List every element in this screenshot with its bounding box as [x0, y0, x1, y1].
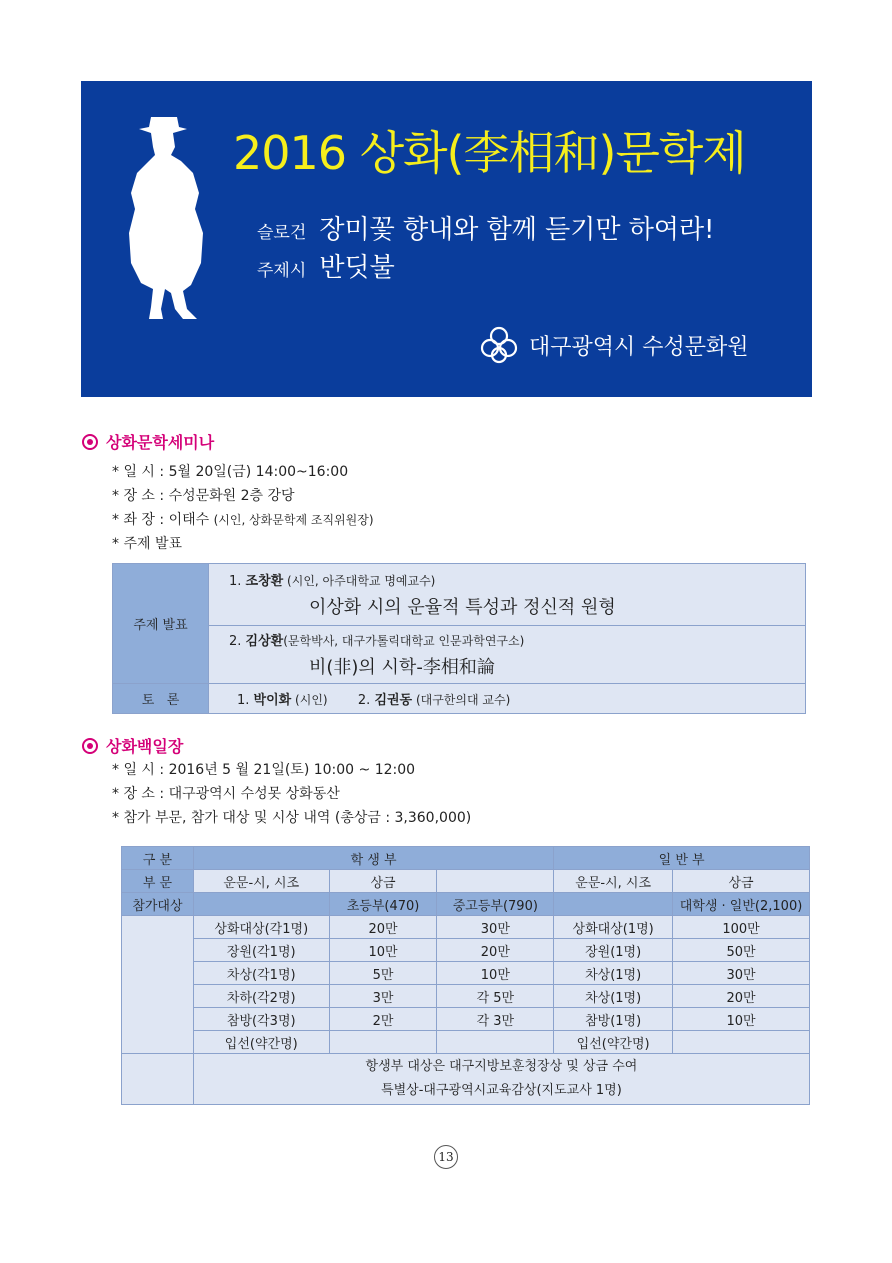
- p1-num: 1.: [229, 574, 246, 589]
- p2-affiliation: (문학박사, 대구가톨릭대학교 인문과학연구소): [283, 634, 525, 648]
- header-student: 학 생 부: [193, 847, 553, 870]
- target-general: 대학생 · 일반(2,100): [673, 893, 810, 916]
- table-row: [122, 893, 810, 916]
- award-cell: 차상(1명): [554, 962, 673, 985]
- seminar-chair-note: (시인, 상화문학제 조직위원장): [213, 513, 374, 527]
- award-cell: 상화대상(1명): [554, 916, 673, 939]
- seminar-table: [112, 563, 806, 714]
- award-cell: 장원(각1명): [193, 939, 329, 962]
- note-label-empty: [122, 1054, 194, 1105]
- award-cell: 10만: [673, 1008, 810, 1031]
- discussion-panel: [209, 684, 806, 714]
- award-cell: 50만: [673, 939, 810, 962]
- award-cell: [329, 1031, 437, 1054]
- organization: [479, 325, 749, 365]
- table-row: [122, 916, 810, 939]
- presentation-1: [209, 564, 806, 626]
- award-cell: 차상(각1명): [193, 962, 329, 985]
- target-empty: [554, 893, 673, 916]
- award-cell: 20만: [329, 916, 437, 939]
- general-prize-header: 상금: [673, 870, 810, 893]
- p1-title: 이상화 시의 운율적 특성과 정신적 원형: [309, 597, 616, 618]
- contest-categories: * 참가 부문, 참가 대상 및 시상 내역 (총상금 : 3,360,000): [112, 810, 472, 826]
- award-cell: [437, 1031, 554, 1054]
- d1-name: 박이화: [253, 693, 292, 708]
- header-general: 일 반 부: [554, 847, 810, 870]
- table-row: [122, 985, 810, 1008]
- page-number: 13: [434, 1145, 458, 1169]
- award-cell: 100만: [673, 916, 810, 939]
- award-cell: 입선(약간명): [554, 1031, 673, 1054]
- p2-title: 비(非)의 시학-李相和論: [309, 657, 495, 678]
- table-row: [122, 939, 810, 962]
- award-cell: 10만: [437, 962, 554, 985]
- d1-affiliation: (시인): [291, 693, 328, 707]
- organization-name: 대구광역시 수성문화원: [529, 334, 749, 360]
- award-cell: 20만: [437, 939, 554, 962]
- seminar-chair: [112, 509, 374, 529]
- target-empty: [193, 893, 329, 916]
- award-cell: 입선(약간명): [193, 1031, 329, 1054]
- d2-affiliation: (대구한의대 교수): [412, 693, 511, 707]
- award-cell: 20만: [673, 985, 810, 1008]
- header-gubun: 구 분: [122, 847, 194, 870]
- award-cell: 참방(각3명): [193, 1008, 329, 1031]
- table-row: [122, 962, 810, 985]
- award-cell: 2만: [329, 1008, 437, 1031]
- table-row: [122, 1008, 810, 1031]
- poet-silhouette-icon: [121, 113, 211, 323]
- seminar-heading-text: 상화문학세미나: [106, 433, 215, 452]
- table-row: [122, 1031, 810, 1054]
- award-cell: 30만: [673, 962, 810, 985]
- seminar-place: [112, 485, 295, 505]
- baekiljang-heading-text: 상화백일장: [106, 737, 184, 756]
- d2-name: 김권동: [374, 693, 413, 708]
- award-cell: 10만: [329, 939, 437, 962]
- slogan-label: 슬로건: [257, 223, 307, 243]
- contest-date: * 일 시 : 2016년 5 월 21일(토) 10:00 ~ 12:00: [112, 762, 416, 778]
- award-cell: 5만: [329, 962, 437, 985]
- table-row: [113, 564, 806, 626]
- seminar-place-text: * 장 소 : 수성문화원 2층 강당: [112, 488, 295, 504]
- p1-name: 조창환: [245, 574, 284, 589]
- award-cell: 참방(1명): [554, 1008, 673, 1031]
- slogan-text: 장미꽃 향내와 함께 듣기만 하여라!: [319, 215, 715, 245]
- row-label-empty: [122, 916, 194, 1054]
- student-prize-header: 상금: [329, 870, 437, 893]
- target-elementary: 초등부(470): [329, 893, 437, 916]
- contest-place: * 장 소 : 대구광역시 수성못 상화동산: [112, 786, 340, 802]
- seminar-date: [112, 461, 348, 481]
- target-middle-high: 중고등부(790): [437, 893, 554, 916]
- p2-num: 2.: [229, 634, 246, 649]
- theme-row: [257, 247, 395, 284]
- presentation-label: 주제 발표: [113, 564, 209, 684]
- seminar-topic-text: * 주제 발표: [112, 536, 182, 552]
- table-row: [113, 684, 806, 714]
- festival-banner: [81, 81, 812, 397]
- note-line-1: 항생부 대상은 대구지방보훈청장상 및 상금 수여: [365, 1059, 638, 1074]
- award-cell: 각 3만: [437, 1008, 554, 1031]
- table-note: [193, 1054, 809, 1105]
- contest-table: [121, 846, 810, 1105]
- header-target: 참가대상: [122, 893, 194, 916]
- student-field: 운문-시, 시조: [193, 870, 329, 893]
- cultural-center-logo-icon: [479, 325, 519, 365]
- discussion-label: 토 론: [113, 684, 209, 714]
- slogan-row: [257, 209, 714, 246]
- theme-text: 반딧불: [319, 253, 395, 283]
- award-cell: 차하(각2명): [193, 985, 329, 1008]
- baekiljang-heading: [82, 734, 183, 757]
- festival-title: 2016 상화(李相和)문학제: [233, 126, 746, 180]
- award-cell: [673, 1031, 810, 1054]
- general-field: 운문-시, 시조: [554, 870, 673, 893]
- header-bumun: 부 문: [122, 870, 194, 893]
- table-row: [122, 847, 810, 870]
- table-row: [122, 870, 810, 893]
- award-cell: 차상(1명): [554, 985, 673, 1008]
- table-row: [122, 1054, 810, 1105]
- seminar-heading: [82, 430, 214, 453]
- award-cell: 상화대상(각1명): [193, 916, 329, 939]
- seminar-topic: [112, 533, 182, 553]
- table-row: [113, 626, 806, 684]
- award-cell: 장원(1명): [554, 939, 673, 962]
- d2-num: 2.: [357, 693, 375, 708]
- seminar-chair-text: * 좌 장 : 이태수: [112, 512, 214, 528]
- award-cell: 30만: [437, 916, 554, 939]
- note-line-2: 특별상-대구광역시교육감상(지도교사 1명): [381, 1083, 622, 1098]
- presentation-2: [209, 626, 806, 684]
- seminar-date-text: * 일 시 : 5월 20일(금) 14:00~16:00: [112, 464, 349, 480]
- award-cell: 각 5만: [437, 985, 554, 1008]
- p1-affiliation: (시인, 아주대학교 명예교수): [283, 574, 436, 588]
- d1-num: 1.: [237, 693, 254, 708]
- student-empty: [437, 870, 554, 893]
- circle-bullet-icon: [82, 738, 98, 754]
- theme-label: 주제시: [257, 261, 307, 281]
- award-cell: 3만: [329, 985, 437, 1008]
- circle-bullet-icon: [82, 434, 98, 450]
- p2-name: 김상환: [245, 634, 284, 649]
